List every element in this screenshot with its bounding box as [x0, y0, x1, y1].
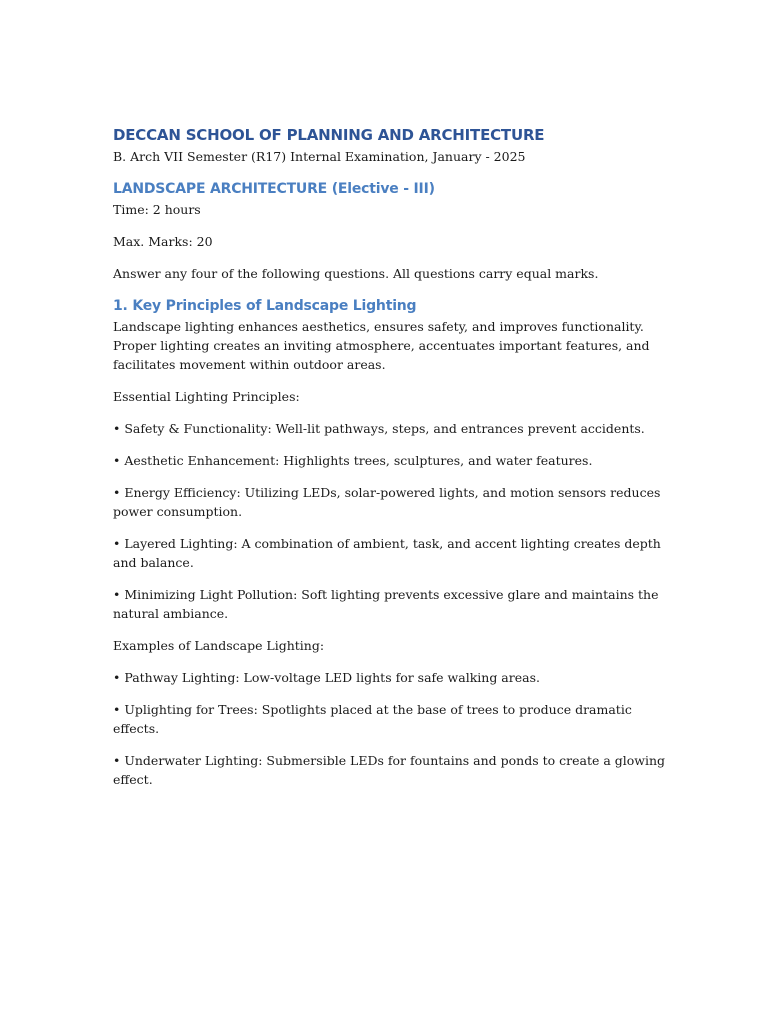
- course-title: LANDSCAPE ARCHITECTURE (Elective - III): [113, 181, 435, 197]
- max-marks: Max. Marks: 20: [113, 234, 213, 249]
- example-item: • Pathway Lighting: Low-voltage LED lights for safe walking areas.: [113, 670, 540, 685]
- instructions: Answer any four of the following questions. All questions carry equal marks.: [113, 266, 599, 281]
- principle-item: • Safety & Functionality: Well-lit pathways, steps, and entrances prevent accidents.: [113, 421, 645, 436]
- principles-heading: Essential Lighting Principles:: [113, 389, 300, 404]
- principle-item: • Layered Lighting: A combination of ambient, task, and accent lighting creates depth and balance.: [113, 536, 661, 570]
- example-item: • Uplighting for Trees: Spotlights placed at the base of trees to produce dramatic effects.: [113, 702, 632, 736]
- question-1-intro: Landscape lighting enhances aesthetics, ensures safety, and improves functionality. Proper lighting creates an inviting atmosphere, accentuates important features, and facilitates movement within outdoor areas.: [113, 319, 650, 372]
- principle-item: • Aesthetic Enhancement: Highlights trees, sculptures, and water features.: [113, 453, 593, 468]
- question-1-heading: 1. Key Principles of Landscape Lighting: [113, 298, 417, 314]
- institution-title: DECCAN SCHOOL OF PLANNING AND ARCHITECTURE: [113, 126, 545, 144]
- examples-heading: Examples of Landscape Lighting:: [113, 638, 325, 653]
- document-page: [113, 124, 673, 789]
- exam-line: B. Arch VII Semester (R17) Internal Examination, January - 2025: [113, 149, 526, 164]
- principle-item: • Minimizing Light Pollution: Soft lighting prevents excessive glare and maintains the natural ambiance.: [113, 587, 659, 621]
- principle-item: • Energy Efficiency: Utilizing LEDs, solar-powered lights, and motion sensors reduces power consumption.: [113, 485, 661, 519]
- example-item: • Underwater Lighting: Submersible LEDs for fountains and ponds to create a glowing effect.: [113, 753, 666, 787]
- exam-time: Time: 2 hours: [113, 202, 201, 217]
